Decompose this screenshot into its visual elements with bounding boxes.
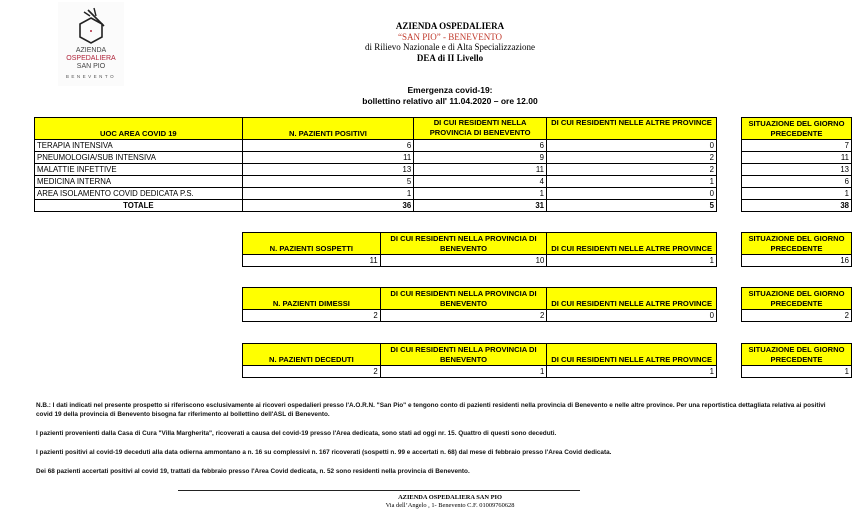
sospetti-table <box>242 232 717 267</box>
benevento-value: 4 <box>414 176 547 188</box>
note-nb: N.B.: I dati indicati nel presente prospetto si riferiscono esclusivamente ai ricoveri ospedalieri presso l'A.O.R.N. "San Pio" e tengono conto di pazienti residenti nella provincia di Benevento e nelle altre province. Per una reportistica dettagliata relativa ai positivi covid 19 della provincia di Benevento bisogna far riferimento al bollettino dell'ASL di Benevento. <box>36 402 826 418</box>
table-row <box>35 164 547 176</box>
notes-section <box>36 401 836 486</box>
header-uoc-area: UOC AREA COVID 19 <box>35 118 243 140</box>
note-villa-margherita: I pazienti provenienti dalla Casa di Cura "Villa Margherita", ricoverati a causa del covid-19 presso l'Area dedicata, sono stati ad oggi nr. 15. Quattro di questi sono deceduti. <box>36 430 557 437</box>
header-altre-province: DI CUI RESIDENTI NELLE ALTRE PROVINCE <box>547 118 717 140</box>
total-label: TOTALE <box>35 200 243 212</box>
header-sospetti: N. PAZIENTI SOSPETTI <box>243 233 381 255</box>
total-precedente: 38 <box>742 200 852 212</box>
area-name: AREA ISOLAMENTO COVID DEDICATA P.S. <box>35 188 243 200</box>
note-deceduti: I pazienti positivi al covid-19 deceduti alla data odierna ammontano a n. 16 su complessivi n. 167 ricoverati (sospetti n. 99 e accertati n. 68) dal mese di febbraio presso l'Area Covid dedicata. <box>36 449 612 456</box>
table-row <box>243 310 717 322</box>
logo-text-san-pio: SAN PIO <box>76 63 106 70</box>
logo-text-azienda: AZIENDA <box>75 47 107 54</box>
altre-value: 0 <box>547 140 717 152</box>
table-row <box>35 152 547 164</box>
positivi-precedente-table <box>741 117 852 212</box>
header-giorno-precedente: SITUAZIONE DEL GIORNO PRECEDENTE <box>742 288 852 310</box>
sospetti-precedente-table <box>741 232 852 267</box>
precedente-value: 13 <box>742 164 852 176</box>
total-altre: 5 <box>547 200 717 212</box>
footer-line-2: Via dell’Angelo , 1- Benevento C.F. 01009760628 <box>385 502 515 509</box>
header-line-3: di Rilievo Nazionale e di Alta Specializzazione <box>365 42 535 52</box>
precedente-value: 16 <box>742 255 852 267</box>
benevento-value: 2 <box>380 310 547 322</box>
header-line-4: DEA di II Livello <box>416 52 484 63</box>
benevento-value: 6 <box>414 140 547 152</box>
altre-value: 2 <box>547 164 717 176</box>
positivi-value: 1 <box>242 188 414 200</box>
altre-value: 0 <box>547 310 717 322</box>
footer-divider <box>178 490 580 491</box>
dimessi-precedente-table <box>741 287 852 322</box>
area-name: MALATTIE INFETTIVE <box>35 164 243 176</box>
header-benevento: DI CUI RESIDENTI NELLA PROVINCIA DI BENEVENTO <box>380 344 547 366</box>
bulletin-title <box>300 85 600 107</box>
header-deceduti: N. PAZIENTI DECEDUTI <box>243 344 381 366</box>
altre-value: 1 <box>547 255 717 267</box>
positivi-value: 11 <box>242 152 414 164</box>
total-row <box>35 200 547 212</box>
logo-text-benevento: BENEVENTO <box>65 74 117 79</box>
document-header <box>300 21 600 63</box>
header-line-2: “SAN PIO” - BENEVENTO <box>397 31 503 42</box>
area-name: PNEUMOLOGIA/SUB INTENSIVA <box>35 152 243 164</box>
positivi-table <box>34 117 547 212</box>
total-benevento: 31 <box>414 200 547 212</box>
header-benevento: DI CUI RESIDENTI NELLA PROVINCIA DI BENEVENTO <box>414 118 547 140</box>
altre-value: 1 <box>547 366 717 378</box>
header-giorno-precedente: SITUAZIONE DEL GIORNO PRECEDENTE <box>742 344 852 366</box>
dimessi-value: 2 <box>243 310 381 322</box>
benevento-value: 1 <box>380 366 547 378</box>
altre-value: 1 <box>547 176 717 188</box>
deceduti-precedente-table <box>741 343 852 378</box>
table-row <box>243 255 717 267</box>
dimessi-table <box>242 287 717 322</box>
header-dimessi: N. PAZIENTI DIMESSI <box>243 288 381 310</box>
hexagon-logo-icon <box>74 6 108 46</box>
benevento-value: 9 <box>414 152 547 164</box>
table-row <box>35 188 547 200</box>
deceduti-table <box>242 343 717 378</box>
area-name: MEDICINA INTERNA <box>35 176 243 188</box>
title-line-1: Emergenza covid-19: <box>407 85 493 95</box>
footer <box>300 494 600 510</box>
note-accertati: Dei 68 pazienti accertati positivi al covid 19, trattati da febbraio presso l'Area Covid dedicata, n. 52 sono residenti nella provincia di Benevento. <box>36 468 470 475</box>
precedente-value: 2 <box>742 310 852 322</box>
header-altre-province: DI CUI RESIDENTI NELLE ALTRE PROVINCE <box>547 233 717 255</box>
altre-value: 2 <box>547 152 717 164</box>
altre-value: 0 <box>547 188 717 200</box>
precedente-value: 11 <box>742 152 852 164</box>
logo-text-ospedaliera: OSPEDALIERA <box>66 55 116 62</box>
footer-line-1: AZIENDA OSPEDALIERA SAN PIO <box>398 494 502 501</box>
precedente-value: 1 <box>742 366 852 378</box>
total-positivi: 36 <box>242 200 414 212</box>
area-name: TERAPIA INTENSIVA <box>35 140 243 152</box>
precedente-value: 6 <box>742 176 852 188</box>
header-positivi: N. PAZIENTI POSITIVI <box>242 118 414 140</box>
deceduti-value: 2 <box>243 366 381 378</box>
hospital-logo <box>58 2 124 86</box>
header-altre-province: DI CUI RESIDENTI NELLE ALTRE PROVINCE <box>547 344 717 366</box>
benevento-value: 10 <box>380 255 547 267</box>
header-giorno-precedente: SITUAZIONE DEL GIORNO PRECEDENTE <box>742 118 852 140</box>
benevento-value: 1 <box>414 188 547 200</box>
header-benevento: DI CUI RESIDENTI NELLA PROVINCIA DI BENEVENTO <box>380 233 547 255</box>
table-row <box>35 140 547 152</box>
header-giorno-precedente: SITUAZIONE DEL GIORNO PRECEDENTE <box>742 233 852 255</box>
title-line-2: bollettino relativo all' 11.04.2020 – ore 12.00 <box>362 96 538 106</box>
positivi-value: 6 <box>242 140 414 152</box>
precedente-value: 7 <box>742 140 852 152</box>
header-line-1: AZIENDA OSPEDALIERA <box>395 21 505 31</box>
positivi-value: 5 <box>242 176 414 188</box>
header-benevento: DI CUI RESIDENTI NELLA PROVINCIA DI BENEVENTO <box>380 288 547 310</box>
positivi-value: 13 <box>242 164 414 176</box>
positivi-altre-table <box>546 117 717 212</box>
table-row <box>243 366 717 378</box>
header-altre-province: DI CUI RESIDENTI NELLE ALTRE PROVINCE <box>547 288 717 310</box>
benevento-value: 11 <box>414 164 547 176</box>
precedente-value: 1 <box>742 188 852 200</box>
table-row <box>35 176 547 188</box>
sospetti-value: 11 <box>243 255 381 267</box>
